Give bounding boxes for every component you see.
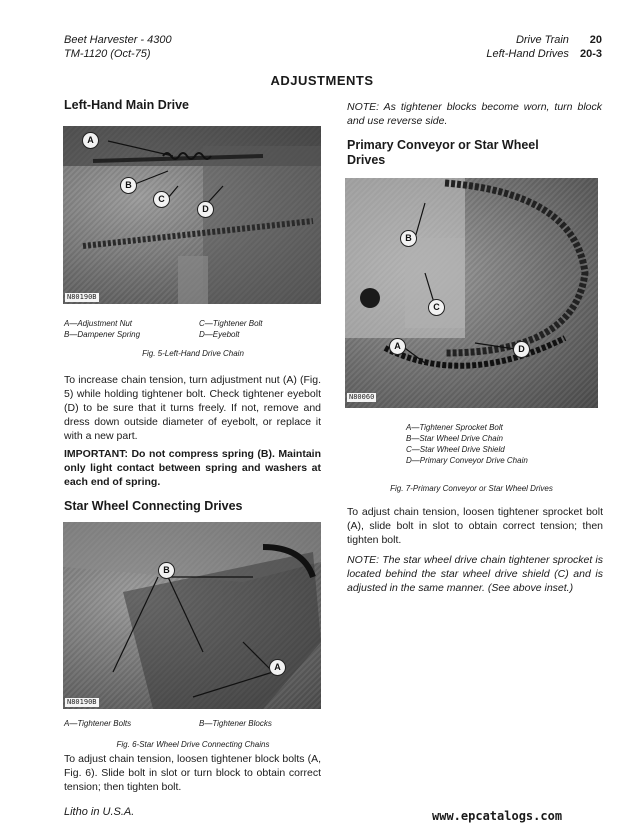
header-group-title: Left-Hand Drives [486, 48, 569, 60]
legend-item: B—Dampener Spring [64, 330, 141, 339]
paragraph-conveyor-tension: To adjust chain tension, loosen tightener sprocket bolt (A), slide bolt in slot to obtain correct tension; then tighten bolt. [347, 506, 603, 546]
footer-litho: Litho in U.S.A. [64, 806, 135, 818]
header-right [486, 33, 602, 61]
callout-d: D [513, 341, 530, 358]
header-section-title: Drive Train [515, 34, 569, 46]
callout-b: B [158, 562, 175, 579]
figure-5-caption: Fig. 5-Left-Hand Drive Chain [142, 349, 244, 358]
header-manual-title: Beet Harvester - 4300 [64, 34, 172, 46]
callout-d: D [197, 201, 214, 218]
header-section [486, 33, 602, 47]
section-heading-star-wheel-connecting: Star Wheel Connecting Drives [64, 499, 243, 513]
note-tightener-blocks: NOTE: As tightener blocks become worn, turn block and use reverse side. [347, 101, 602, 127]
header-group [486, 47, 602, 61]
section-heading-left-hand-main-drive: Left-Hand Main Drive [64, 98, 190, 112]
legend-item: D—Eyebolt [199, 330, 240, 339]
legend-row [64, 329, 324, 340]
important-notice: IMPORTANT: Do not compress spring (B). Maintain only light contact between spring and washers at each end of spring. [64, 448, 321, 488]
legend-item: D—Primary Conveyor Drive Chain [406, 456, 528, 465]
legend-item: A—Tightener Sprocket Bolt [406, 423, 503, 432]
figure-6-legend [64, 718, 324, 729]
page-title: ADJUSTMENTS [270, 73, 374, 88]
header-page-number: 20-3 [579, 48, 602, 60]
figure-6-caption: Fig. 6-Star Wheel Drive Connecting Chains [116, 740, 270, 749]
header-manual-number: TM-1120 (Oct-75) [64, 48, 151, 60]
header-section-number: 20 [589, 34, 602, 46]
callout-c: C [153, 191, 170, 208]
footer-website: www.epcatalogs.com [432, 809, 563, 823]
figure-6-photo [63, 522, 321, 709]
figure-5-legend [64, 318, 324, 340]
legend-item: C—Tightener Bolt [199, 319, 263, 328]
figure-7-legend [406, 422, 606, 466]
header-left [64, 33, 172, 61]
legend-item: B—Star Wheel Drive Chain [406, 434, 503, 443]
callout-c: C [428, 299, 445, 316]
legend-row [64, 318, 324, 329]
negative-number: N80190B [67, 293, 97, 301]
section-heading-primary-conveyor: Primary Conveyor or Star Wheel Drives [347, 138, 539, 167]
figure-6-illustration [63, 522, 321, 709]
figure-7-illustration [345, 178, 598, 408]
figure-5-illustration [63, 126, 321, 304]
legend-item: A—Tightener Bolts [64, 719, 132, 728]
callout-a: A [269, 659, 286, 676]
figure-7-caption: Fig. 7-Primary Conveyor or Star Wheel Drives [390, 484, 553, 493]
negative-number: N80060 [349, 393, 375, 401]
callout-a: A [82, 132, 99, 149]
legend-item: A—Adjustment Nut [64, 319, 133, 328]
callout-a: A [389, 338, 406, 355]
callout-b: B [120, 177, 137, 194]
paragraph-star-wheel-tension: To adjust chain tension, loosen tightener block bolts (A, Fig. 6). Slide bolt in slot or turn block to obtain correct tension; then tighten bolt. [64, 753, 321, 793]
figure-7-photo [345, 178, 598, 408]
paragraph-chain-tension: To increase chain tension, turn adjustment nut (A) (Fig. 5) while holding tightener bolt. Check tightener eyebolt (D) to be sure that it turns freely. If not, remove and dress down outside diameter of eyebolt, or replace it with a new part. [64, 374, 321, 442]
figure-5-photo [63, 126, 321, 304]
callout-b: B [400, 230, 417, 247]
negative-number: N80190B [67, 698, 97, 706]
note-star-wheel-tightener: NOTE: The star wheel drive chain tightener sprocket is located behind the star wheel drive shield (C) and is adjusted in the same manner. (See above inset.) [347, 554, 603, 594]
legend-item: B—Tightener Blocks [199, 719, 272, 728]
legend-item: C—Star Wheel Drive Shield [406, 445, 505, 454]
